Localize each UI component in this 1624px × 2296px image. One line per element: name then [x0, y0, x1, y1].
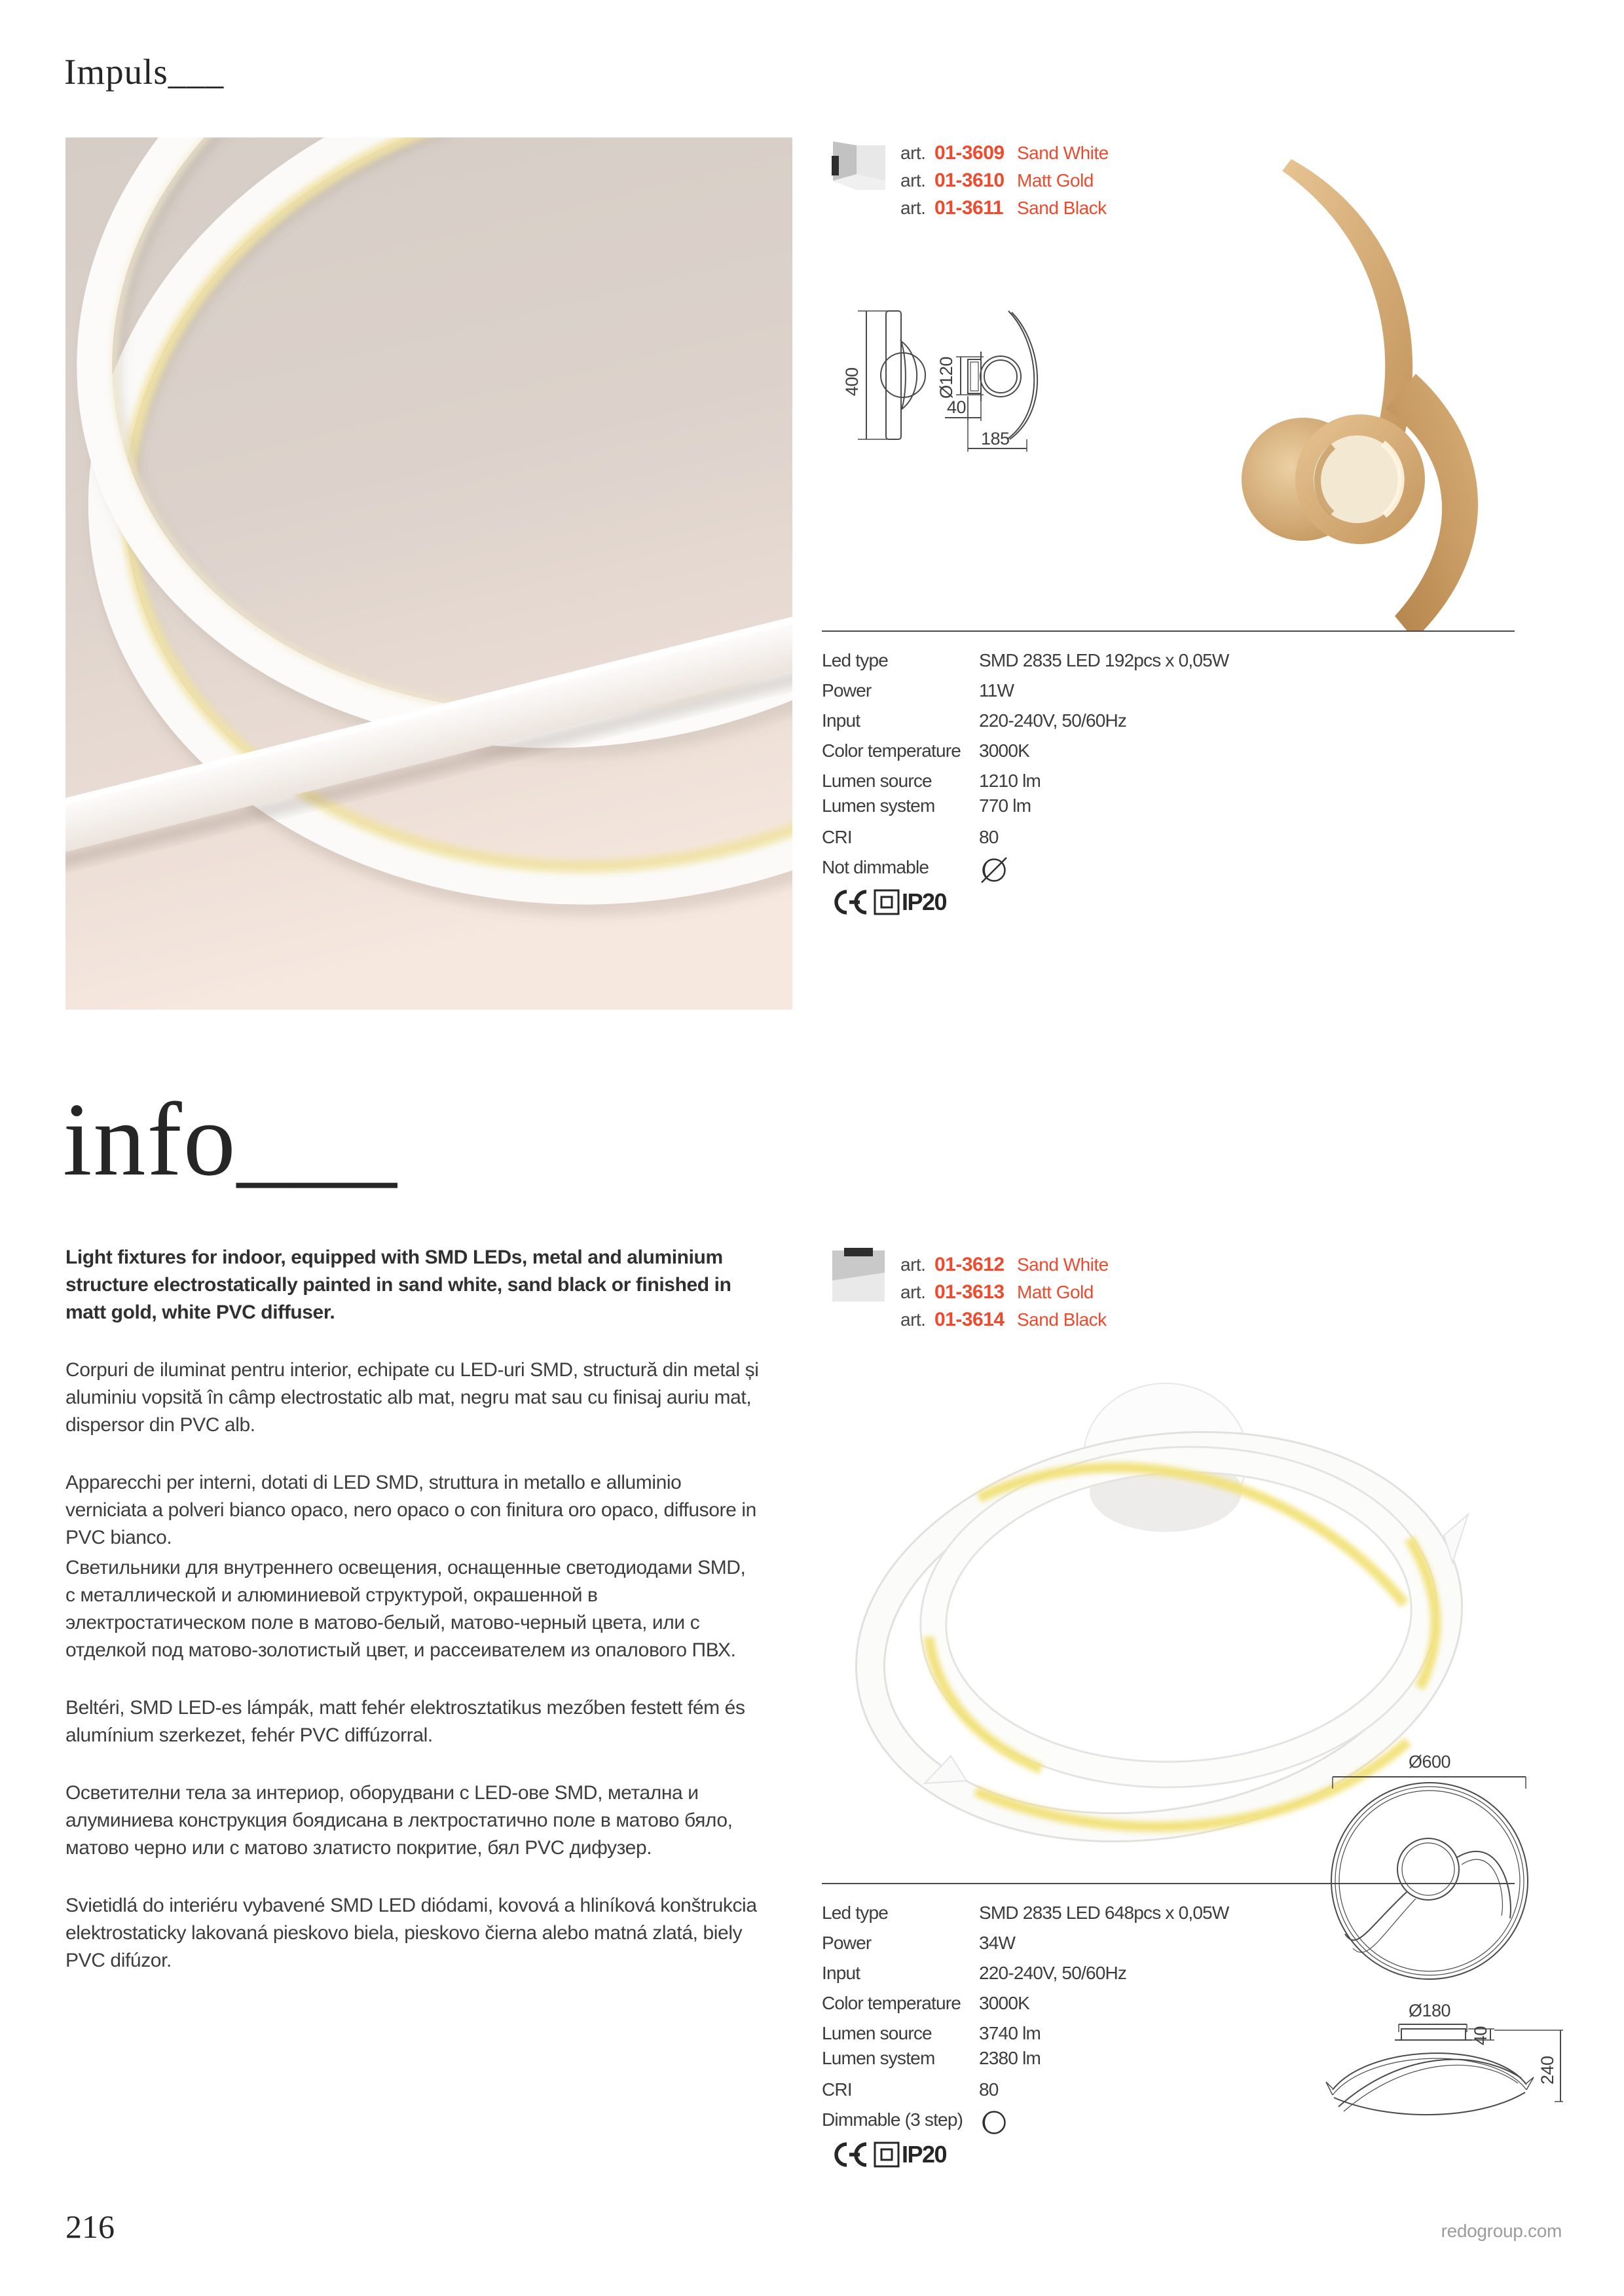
- spec-table-wall-lamp: [822, 630, 1516, 938]
- product-photo-gold-wall-lamp: [1198, 154, 1532, 632]
- page-number: 216: [65, 2208, 115, 2245]
- ce-mark-icon: [826, 2141, 869, 2168]
- art-finish: Sand White: [1017, 143, 1109, 163]
- art-code: 01-3609: [934, 142, 1005, 164]
- spec-row: [822, 2023, 1516, 2047]
- spec-label: Input: [822, 710, 860, 731]
- spec-value: SMD 2835 LED 192pcs x 0,05W: [979, 650, 1229, 670]
- art-row: [900, 1253, 1109, 1277]
- spec-row: [822, 1933, 1516, 1956]
- spec-value: SMD 2835 LED 648pcs x 0,05W: [979, 1903, 1229, 1923]
- dim-label: 40: [947, 397, 967, 417]
- spec-value: 3740 lm: [979, 2023, 1041, 2043]
- info-paragraph-sk: Svietidlá do interiéru vybavené SMD LED diódami, kovová a hliníková konštrukcia elektrostaticky lakovaná pieskovo biela, pieskovo čierna alebo matná zlatá, biely PVC difúzor.: [65, 1895, 757, 1971]
- spec-row: [822, 710, 1516, 734]
- art-row: [900, 1308, 1107, 1332]
- spec-row: [822, 827, 1516, 850]
- art-label: art.: [900, 170, 926, 191]
- art-finish: Matt Gold: [1017, 170, 1094, 191]
- spec-value: 220-240V, 50/60Hz: [979, 710, 1127, 731]
- page-title: Impuls___: [64, 52, 225, 92]
- spec-label: CRI: [822, 827, 852, 847]
- spec-label: Power: [822, 680, 872, 701]
- spec-label: Lumen system: [822, 795, 935, 816]
- art-row: [900, 141, 1109, 165]
- art-row: [900, 1281, 1094, 1304]
- spec-table-ceiling-lamp: [822, 1883, 1516, 2191]
- spec-label: Lumen source: [822, 771, 932, 791]
- divider: [822, 1883, 1515, 1884]
- art-code: 01-3614: [934, 1309, 1005, 1330]
- divider: [822, 630, 1515, 632]
- dim-label: Ø600: [1408, 1752, 1451, 1772]
- wall-mount-icon: [830, 135, 887, 191]
- art-label: art.: [900, 1309, 926, 1330]
- info-paragraph-ru: Светильники для внутреннего освещения, оснащенные светодиодами SMD, с металлической и алюминиевой структурой, окрашенной в электростатическом поле в матово-белый, матово-черный цвета, или с отделкой под матово-золотистый цвет, и рассеивателем из опалового ПВХ.: [65, 1557, 746, 1661]
- art-code: 01-3610: [934, 170, 1005, 191]
- art-code: 01-3613: [934, 1281, 1005, 1303]
- spec-label: Dimmable (3 step): [822, 2109, 963, 2130]
- spec-value: 3000K: [979, 1993, 1029, 2013]
- dimmable-3-step-icon: [979, 2107, 1009, 2137]
- spec-label: Lumen system: [822, 2048, 935, 2068]
- spec-value: 770 lm: [979, 795, 1031, 816]
- dim-label: Ø180: [1408, 2001, 1451, 2020]
- ceiling-mount-icon: [830, 1247, 886, 1303]
- info-paragraph-hu: Beltéri, SMD LED-es lámpák, matt fehér elektrosztatikus mezőben festett fém és alumínium szerkezet, fehér PVC diffúzorral.: [65, 1697, 745, 1746]
- art-finish: Matt Gold: [1017, 1282, 1094, 1302]
- website-footer: redogroup.com: [1441, 2221, 1562, 2241]
- spec-label: Led type: [822, 650, 889, 670]
- spec-row: [822, 740, 1516, 764]
- info-heading: info___: [63, 1081, 398, 1197]
- spec-value: 80: [979, 827, 999, 847]
- ip-rating: IP20: [902, 888, 947, 915]
- art-label: art.: [900, 143, 926, 163]
- spec-value: 11W: [979, 680, 1014, 701]
- info-paragraph-bg: Осветителни тела за интериор, оборудвани с LED-ове SMD, метална и алуминиева конструкция боядисана в лектростатично поле в матово бяло, матово черно или с матово златисто покритие, бял PVC дифузер.: [65, 1782, 733, 1859]
- dim-label: 185: [981, 429, 1010, 448]
- spec-value: [979, 857, 1009, 889]
- ce-mark-icon: [826, 888, 869, 916]
- class-ii-icon: [873, 2141, 900, 2168]
- class-ii-icon: [873, 888, 900, 916]
- spec-value: 2380 lm: [979, 2048, 1041, 2068]
- spec-value: 220-240V, 50/60Hz: [979, 1963, 1127, 1983]
- certifications: [822, 887, 1084, 919]
- info-paragraph-ro: Corpuri de iluminat pentru interior, echipate cu LED-uri SMD, structură din metal și aluminiu vopsită în câmp electrostatic alb mat, negru mat sau cu finisaj auriu mat, dispersor din PVC alb.: [65, 1359, 759, 1436]
- art-finish: Sand Black: [1017, 198, 1107, 218]
- spec-value: [979, 2109, 1009, 2141]
- art-finish: Sand Black: [1017, 1309, 1107, 1330]
- dim-label: 40: [1471, 2026, 1490, 2045]
- spec-row: [822, 857, 1516, 881]
- spec-row: [822, 2109, 1516, 2133]
- art-code: 01-3611: [934, 197, 1003, 219]
- spec-label: Not dimmable: [822, 857, 929, 877]
- art-label: art.: [900, 1254, 926, 1275]
- certifications: [822, 2140, 1084, 2171]
- spec-label: CRI: [822, 2079, 852, 2100]
- spec-label: Led type: [822, 1903, 889, 1923]
- dim-label: 400: [842, 367, 862, 396]
- dim-label: Ø120: [936, 356, 956, 399]
- tech-drawing-wall-lamp: [838, 299, 1097, 466]
- art-row: [900, 169, 1094, 192]
- art-finish: Sand White: [1017, 1254, 1109, 1275]
- not-dimmable-icon: [979, 854, 1009, 884]
- art-row: [900, 196, 1107, 220]
- spec-row: [822, 1963, 1516, 1986]
- spec-row: [822, 680, 1516, 704]
- spec-row: [822, 1993, 1516, 2016]
- spec-row: [822, 771, 1516, 794]
- art-label: art.: [900, 1282, 926, 1302]
- spec-row: [822, 650, 1516, 674]
- ip-rating: IP20: [902, 2141, 947, 2168]
- art-label: art.: [900, 198, 926, 218]
- spec-value: 1210 lm: [979, 771, 1041, 791]
- spec-row: [822, 2048, 1516, 2071]
- spec-label: Power: [822, 1933, 872, 1953]
- art-code: 01-3612: [934, 1254, 1005, 1275]
- spec-row: [822, 2079, 1516, 2103]
- info-paragraph-en: Light fixtures for indoor, equipped with SMD LEDs, metal and aluminium structure electrostatically painted in sand white, sand black or finished in matt gold, white PVC diffuser.: [65, 1247, 731, 1323]
- spec-label: Color temperature: [822, 1993, 961, 2013]
- spec-row: [822, 1903, 1516, 1926]
- spec-label: Input: [822, 1963, 860, 1983]
- product-photo-wall-lamp: [65, 137, 792, 1010]
- spec-row: [822, 795, 1516, 819]
- info-paragraph-it: Apparecchi per interni, dotati di LED SMD, struttura in metallo e alluminio verniciata a polveri bianco opaco, nero opaco o con finitura oro opaco, diffusore in PVC bianco.: [65, 1472, 756, 1548]
- spec-label: Color temperature: [822, 740, 961, 761]
- spec-value: 80: [979, 2079, 999, 2100]
- spec-value: 3000K: [979, 740, 1029, 761]
- dim-label: 240: [1538, 2056, 1557, 2085]
- spec-value: 34W: [979, 1933, 1016, 1953]
- spec-label: Lumen source: [822, 2023, 932, 2043]
